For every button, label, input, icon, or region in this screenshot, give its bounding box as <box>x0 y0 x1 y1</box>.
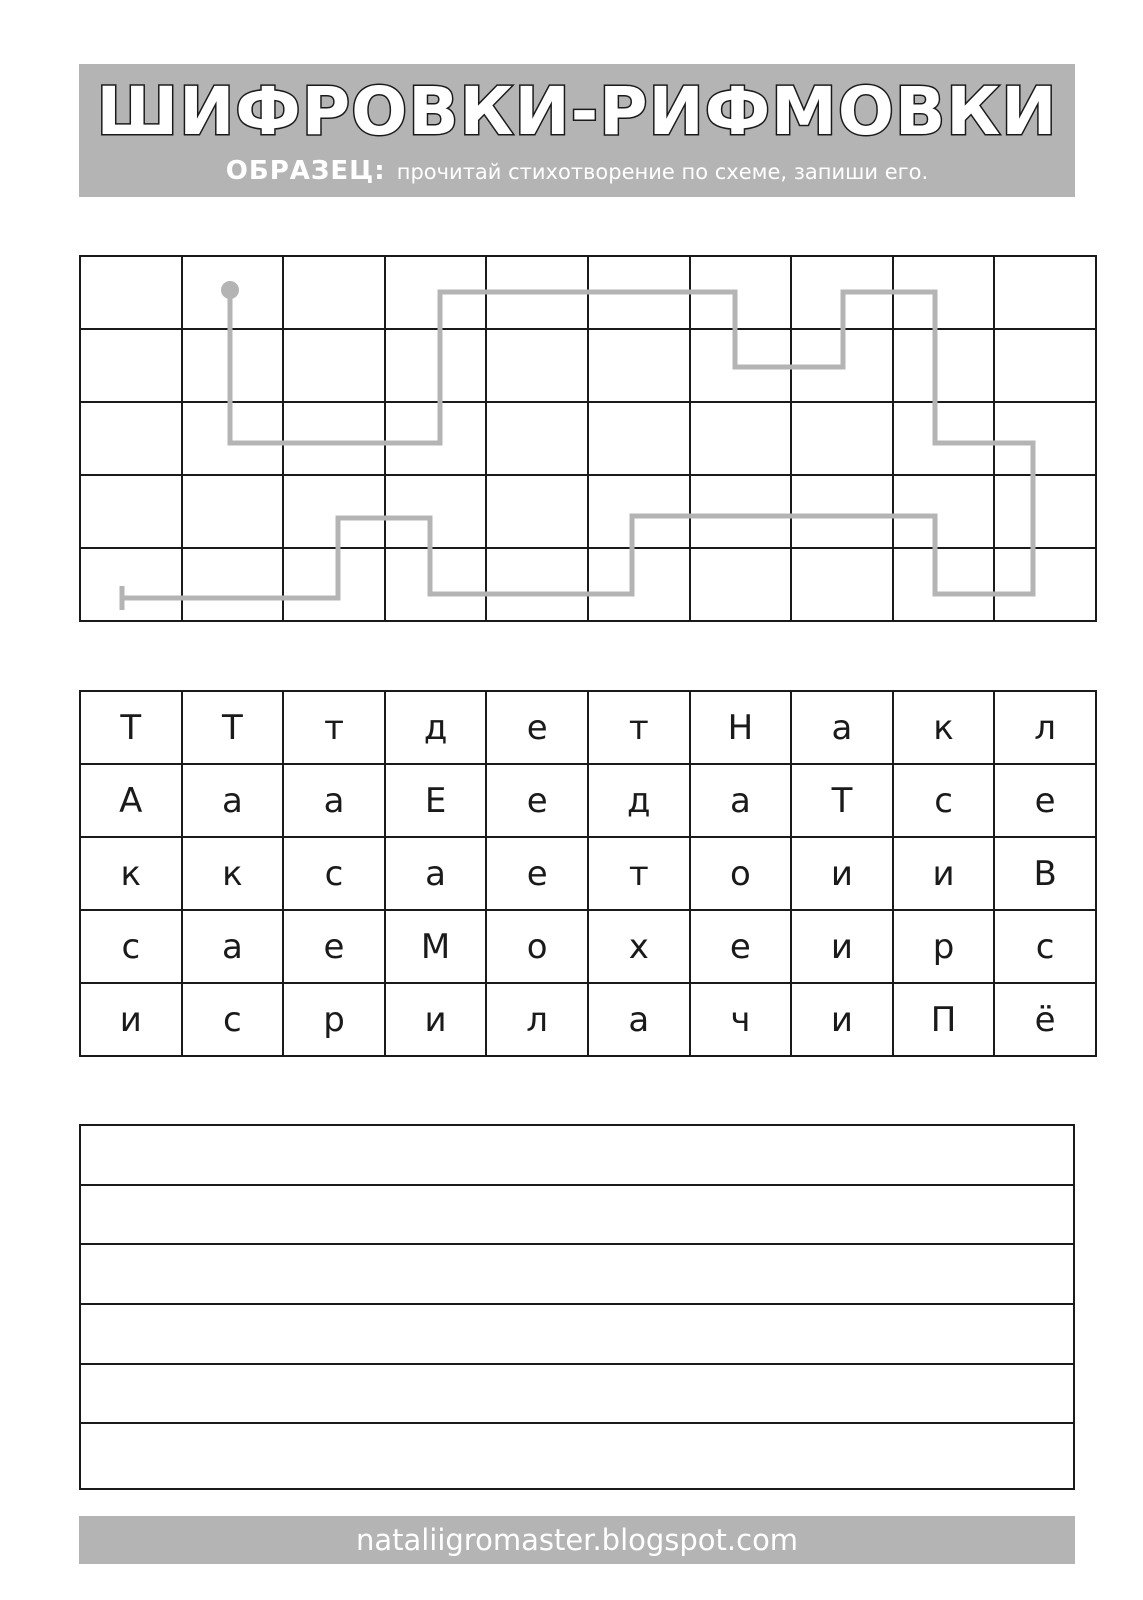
answer-line[interactable] <box>81 1126 1073 1186</box>
letter-cell: о <box>486 910 588 983</box>
path-grid-cell <box>893 256 995 329</box>
letter-cell: и <box>385 983 487 1056</box>
letter-cell: с <box>893 764 995 837</box>
path-grid-row <box>80 548 1096 621</box>
letter-cell: и <box>80 983 182 1056</box>
path-grid-cell <box>994 475 1096 548</box>
letter-cell: Т <box>791 764 893 837</box>
path-grid-cell <box>690 475 792 548</box>
path-grid-cell <box>80 402 182 475</box>
path-grid-cell <box>994 402 1096 475</box>
path-grid-cell <box>791 256 893 329</box>
letter-cell: а <box>182 910 284 983</box>
letter-cell: х <box>588 910 690 983</box>
letter-cell: т <box>283 691 385 764</box>
path-grid-cell <box>283 329 385 402</box>
letter-cell: а <box>385 837 487 910</box>
letter-cell: р <box>893 910 995 983</box>
letter-cell: П <box>893 983 995 1056</box>
letter-cell: е <box>994 764 1096 837</box>
path-grid-cell <box>486 256 588 329</box>
letter-cell: а <box>791 691 893 764</box>
letter-cell: ё <box>994 983 1096 1056</box>
path-grid-cell <box>385 329 487 402</box>
letter-cell: е <box>486 691 588 764</box>
path-grid-cell <box>182 329 284 402</box>
letter-grid-row <box>80 691 1096 764</box>
path-grid <box>79 255 1097 622</box>
path-grid-cell <box>486 548 588 621</box>
path-grid-cell <box>283 402 385 475</box>
path-grid-cell <box>893 402 995 475</box>
letter-cell: е <box>690 910 792 983</box>
letter-cell: с <box>994 910 1096 983</box>
path-grid-cell <box>80 475 182 548</box>
letter-cell: л <box>486 983 588 1056</box>
path-grid-cell <box>182 256 284 329</box>
letter-cell: е <box>283 910 385 983</box>
path-grid-cell <box>486 329 588 402</box>
path-grid-cell <box>893 329 995 402</box>
footer-banner <box>79 1516 1075 1564</box>
letter-grid <box>79 690 1097 1057</box>
path-grid-cell <box>385 475 487 548</box>
letter-cell: к <box>80 837 182 910</box>
path-grid-cell <box>690 329 792 402</box>
page-title: ШИФРОВКИ-РИФМОВКИ <box>96 73 1058 150</box>
letter-grid-row <box>80 764 1096 837</box>
path-grid-cell <box>385 548 487 621</box>
path-grid-cell <box>80 329 182 402</box>
letter-cell: р <box>283 983 385 1056</box>
letter-cell: Н <box>690 691 792 764</box>
letter-cell: а <box>588 983 690 1056</box>
path-grid-cell <box>791 475 893 548</box>
path-grid-cell <box>486 475 588 548</box>
letter-cell: к <box>182 837 284 910</box>
path-grid-cell <box>690 256 792 329</box>
path-grid-cell <box>385 256 487 329</box>
letter-cell: и <box>791 983 893 1056</box>
path-grid-cell <box>385 402 487 475</box>
letter-cell: с <box>182 983 284 1056</box>
path-grid-row <box>80 402 1096 475</box>
path-grid-row <box>80 329 1096 402</box>
letter-cell: В <box>994 837 1096 910</box>
path-grid-cell <box>182 402 284 475</box>
path-grid-cell <box>588 475 690 548</box>
letter-cell: д <box>588 764 690 837</box>
letter-cell: а <box>182 764 284 837</box>
path-grid-row <box>80 475 1096 548</box>
letter-cell: е <box>486 837 588 910</box>
path-grid-cell <box>893 475 995 548</box>
answer-line[interactable] <box>81 1186 1073 1246</box>
answer-lines[interactable] <box>79 1124 1075 1490</box>
path-grid-cell <box>283 256 385 329</box>
path-grid-cell <box>588 256 690 329</box>
letter-cell: Е <box>385 764 487 837</box>
letter-cell: а <box>690 764 792 837</box>
path-grid-cell <box>283 548 385 621</box>
letter-cell: и <box>893 837 995 910</box>
path-grid-cell <box>588 402 690 475</box>
path-grid-cell <box>283 475 385 548</box>
path-grid-cell <box>994 548 1096 621</box>
letter-cell: А <box>80 764 182 837</box>
letter-cell: а <box>283 764 385 837</box>
answer-line[interactable] <box>81 1245 1073 1305</box>
letter-cell: о <box>690 837 792 910</box>
letter-cell: Т <box>80 691 182 764</box>
letter-cell: е <box>486 764 588 837</box>
title-banner <box>79 64 1075 197</box>
answer-line[interactable] <box>81 1305 1073 1365</box>
letter-cell: Т <box>182 691 284 764</box>
path-grid-cell <box>690 548 792 621</box>
path-grid-cell <box>588 548 690 621</box>
letter-cell: л <box>994 691 1096 764</box>
letter-grid-row <box>80 983 1096 1056</box>
path-grid-cell <box>893 548 995 621</box>
path-grid-cell <box>994 329 1096 402</box>
path-grid-cell <box>80 256 182 329</box>
letter-cell: ч <box>690 983 792 1056</box>
letter-cell: с <box>283 837 385 910</box>
sample-label: ОБРАЗЕЦ: <box>225 156 386 186</box>
path-grid-cell <box>588 329 690 402</box>
instruction-text: прочитай стихотворение по схеме, запиши его. <box>396 160 929 184</box>
path-grid-cell <box>994 256 1096 329</box>
footer-url: nataliigromaster.blogspot.com <box>355 1523 799 1557</box>
letter-cell: и <box>791 910 893 983</box>
path-grid-cell <box>182 475 284 548</box>
letter-cell: к <box>893 691 995 764</box>
path-grid-cell <box>182 548 284 621</box>
path-grid-cell <box>486 402 588 475</box>
instruction-line <box>79 156 1075 186</box>
path-grid-cell <box>791 402 893 475</box>
letter-grid-row <box>80 837 1096 910</box>
letter-cell: т <box>588 837 690 910</box>
letter-cell: д <box>385 691 487 764</box>
answer-line[interactable] <box>81 1365 1073 1425</box>
answer-line[interactable] <box>81 1424 1073 1484</box>
letter-grid-row <box>80 910 1096 983</box>
path-grid-cell <box>690 402 792 475</box>
path-grid-cell <box>791 548 893 621</box>
path-grid-cell <box>80 548 182 621</box>
letter-cell: т <box>588 691 690 764</box>
path-grid-cell <box>791 329 893 402</box>
path-grid-row <box>80 256 1096 329</box>
letter-cell: и <box>791 837 893 910</box>
letter-cell: с <box>80 910 182 983</box>
letter-cell: М <box>385 910 487 983</box>
